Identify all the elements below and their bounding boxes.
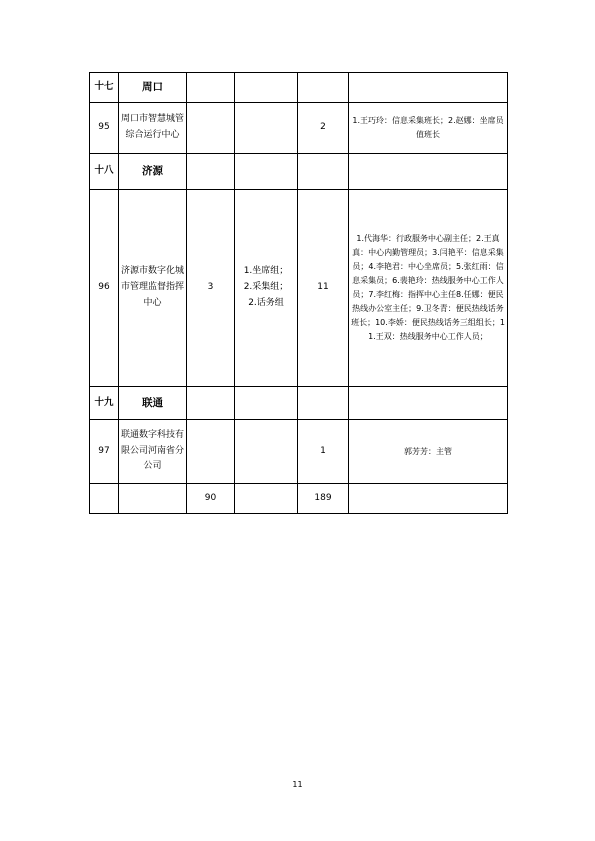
organization-name: 周口市智慧城管综合运行中心 [119,103,187,154]
count-b: 11 [298,190,349,387]
empty-cell [187,154,235,190]
groups-cell [235,103,298,154]
table-row [90,103,508,154]
page-number: 11 [292,780,303,789]
count-a [187,420,235,484]
empty-cell [119,484,187,514]
row-number: 95 [90,103,119,154]
empty-cell [349,154,508,190]
total-row [90,484,508,514]
empty-cell [235,154,298,190]
empty-cell [349,73,508,103]
total-count-b: 189 [298,484,349,514]
staff-list: 郭芳芳：主管 [349,420,508,484]
staff-list: 1.王巧玲：信息采集班长；2.赵娜：坐席员值班长 [349,103,508,154]
groups-cell [235,190,298,387]
section-row-jiyuan [90,154,508,190]
empty-cell [349,484,508,514]
empty-cell [298,387,349,420]
section-row-zhoukou [90,73,508,103]
empty-cell [349,387,508,420]
section-number: 十八 [90,154,119,190]
empty-cell [298,73,349,103]
organization-name: 联通数字科技有限公司河南省分公司 [119,420,187,484]
empty-cell [235,387,298,420]
row-number: 96 [90,190,119,387]
staff-list: 1.代海华：行政服务中心副主任；2.王真真：中心内勤管理员；3.闫艳平：信息采集员；4.李艳君：中心坐席员；5.张红雨：信息采集员；6.裴艳玲：热线服务中心工作人员；7.李红梅：指挥中心主任8.任娜：便民热线办公室主任；9.卫冬青：便民热线话务班长；10.李娇：便民热线话务三组组长；11.王双：热线服务中心工作人员； [349,190,508,387]
count-a: 3 [187,190,235,387]
empty-cell [235,484,298,514]
empty-cell [298,154,349,190]
total-count-a: 90 [187,484,235,514]
group-item: 1.坐席组； [243,266,289,277]
section-number: 十九 [90,387,119,420]
groups-cell [235,420,298,484]
empty-cell [90,484,119,514]
empty-cell [187,387,235,420]
section-number: 十七 [90,73,119,103]
table-row [90,190,508,387]
personnel-table [89,72,508,514]
count-a [187,103,235,154]
empty-cell [187,73,235,103]
group-item: 2.话务组 [248,297,284,308]
empty-cell [235,73,298,103]
section-title: 济源 [119,154,187,190]
table-row [90,420,508,484]
section-row-liantong [90,387,508,420]
row-number: 97 [90,420,119,484]
count-b: 1 [298,420,349,484]
group-item: 2.采集组； [243,282,289,293]
section-title: 联通 [119,387,187,420]
count-b: 2 [298,103,349,154]
organization-name: 济源市数字化城市管理监督指挥中心 [119,190,187,387]
section-title: 周口 [119,73,187,103]
